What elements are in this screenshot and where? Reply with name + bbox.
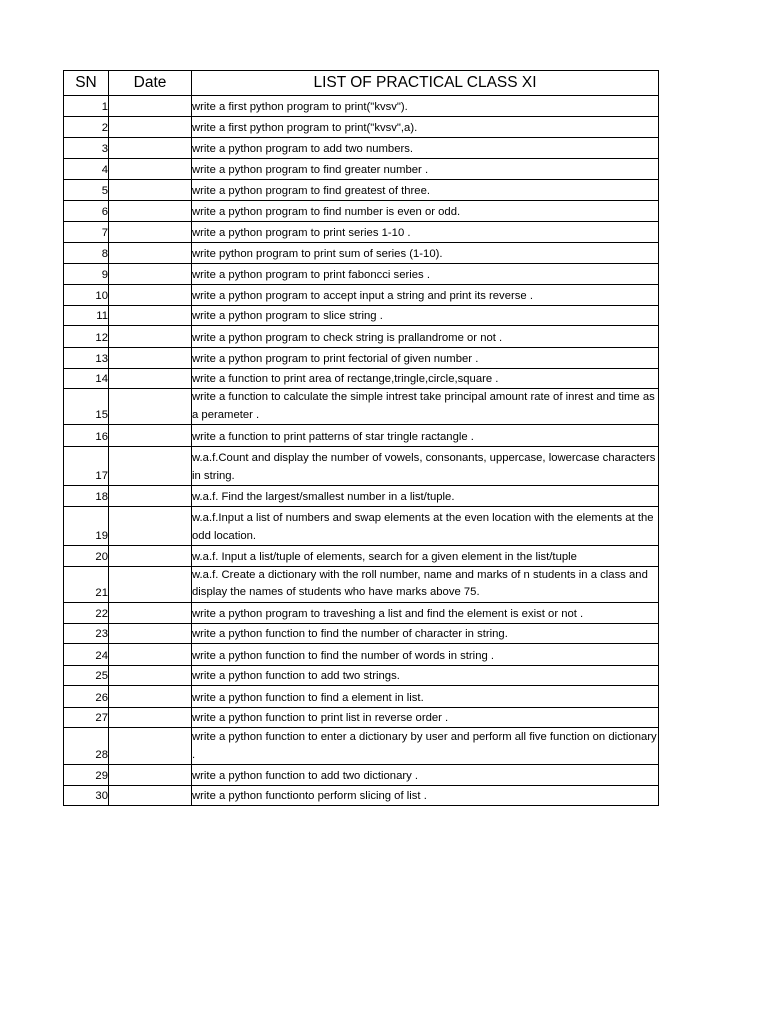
row-sn: 1 [64, 96, 109, 117]
row-date [109, 546, 192, 567]
table-row [64, 644, 659, 665]
row-date [109, 96, 192, 117]
row-date [109, 425, 192, 446]
row-description: write a first python program to print("kvsv"). [192, 96, 659, 117]
practical-list-table [63, 70, 659, 806]
row-sn: 29 [64, 765, 109, 786]
table-row [64, 602, 659, 623]
row-description: write a python function to find the number of character in string. [192, 623, 659, 644]
table-row [64, 566, 659, 602]
row-date [109, 707, 192, 728]
row-description: write a python functionto perform slicing of list . [192, 785, 659, 806]
row-sn: 17 [64, 446, 109, 486]
row-description: write a python function to find a element in list. [192, 686, 659, 707]
table-row [64, 686, 659, 707]
table-row [64, 137, 659, 158]
row-sn: 12 [64, 326, 109, 347]
table-row [64, 506, 659, 546]
row-sn: 4 [64, 159, 109, 180]
row-description: write a python program to add two numbers. [192, 137, 659, 158]
header-title: LIST OF PRACTICAL CLASS XI [192, 71, 659, 96]
row-sn: 9 [64, 263, 109, 284]
row-date [109, 644, 192, 665]
table-row [64, 242, 659, 263]
table-row [64, 389, 659, 425]
row-sn: 10 [64, 285, 109, 306]
table-row [64, 707, 659, 728]
row-description: write a python function to print list in reverse order . [192, 707, 659, 728]
row-date [109, 117, 192, 138]
table-row [64, 368, 659, 389]
table-row [64, 179, 659, 200]
row-description: write a python program to find number is even or odd. [192, 200, 659, 221]
table-row [64, 285, 659, 306]
row-description: w.a.f. Input a list/tuple of elements, search for a given element in the list/tuple [192, 546, 659, 567]
row-description: write a python program to find greatest of three. [192, 179, 659, 200]
row-description: w.a.f.Input a list of numbers and swap elements at the even location with the elements at the odd location. [192, 506, 659, 546]
table-row [64, 785, 659, 806]
row-description: write a python program to slice string . [192, 305, 659, 326]
row-sn: 16 [64, 425, 109, 446]
row-date [109, 326, 192, 347]
row-sn: 30 [64, 785, 109, 806]
table-row [64, 665, 659, 686]
row-sn: 26 [64, 686, 109, 707]
row-description: w.a.f. Find the largest/smallest number in a list/tuple. [192, 486, 659, 507]
row-sn: 5 [64, 179, 109, 200]
row-date [109, 623, 192, 644]
row-sn: 28 [64, 728, 109, 765]
table-row [64, 159, 659, 180]
row-date [109, 285, 192, 306]
row-date [109, 242, 192, 263]
row-description: write a python program to check string is prallandrome or not . [192, 326, 659, 347]
table-body [64, 96, 659, 806]
row-sn: 6 [64, 200, 109, 221]
table-row [64, 425, 659, 446]
row-date [109, 506, 192, 546]
row-description: write a python function to enter a dictionary by user and perform all five function on dictionary . [192, 728, 659, 765]
header-row [64, 71, 659, 96]
row-description: write a python program to accept input a string and print its reverse . [192, 285, 659, 306]
row-date [109, 179, 192, 200]
row-sn: 14 [64, 368, 109, 389]
header-sn: SN [64, 71, 109, 96]
row-date [109, 486, 192, 507]
row-description: write a python program to traveshing a list and find the element is exist or not . [192, 602, 659, 623]
row-description: write a function to calculate the simple intrest take principal amount rate of inrest and time as a perameter . [192, 389, 659, 425]
row-date [109, 200, 192, 221]
row-sn: 22 [64, 602, 109, 623]
table-row [64, 623, 659, 644]
table-row [64, 765, 659, 786]
header-date: Date [109, 71, 192, 96]
row-description: w.a.f. Create a dictionary with the roll number, name and marks of n students in a class and display the names of students who have marks above 75. [192, 566, 659, 602]
row-description: write a python program to print fectorial of given number . [192, 347, 659, 368]
row-sn: 25 [64, 665, 109, 686]
row-date [109, 389, 192, 425]
row-date [109, 728, 192, 765]
row-sn: 23 [64, 623, 109, 644]
row-description: write a python function to add two dictionary . [192, 765, 659, 786]
row-sn: 7 [64, 222, 109, 243]
row-description: write a function to print area of rectange,tringle,circle,square . [192, 368, 659, 389]
row-description: write a python program to print series 1-10 . [192, 222, 659, 243]
row-description: w.a.f.Count and display the number of vowels, consonants, uppercase, lowercase characters in string. [192, 446, 659, 486]
row-date [109, 446, 192, 486]
row-date [109, 263, 192, 284]
table-row [64, 117, 659, 138]
table-row [64, 222, 659, 243]
table-row [64, 347, 659, 368]
row-date [109, 222, 192, 243]
table-row [64, 486, 659, 507]
table-row [64, 96, 659, 117]
row-date [109, 159, 192, 180]
row-date [109, 566, 192, 602]
row-sn: 20 [64, 546, 109, 567]
row-description: write a python program to print faboncci series . [192, 263, 659, 284]
row-sn: 24 [64, 644, 109, 665]
row-description: write a first python program to print("kvsv",a). [192, 117, 659, 138]
row-date [109, 665, 192, 686]
table-row [64, 446, 659, 486]
row-sn: 19 [64, 506, 109, 546]
table-row [64, 546, 659, 567]
row-sn: 13 [64, 347, 109, 368]
row-date [109, 347, 192, 368]
row-sn: 15 [64, 389, 109, 425]
row-date [109, 137, 192, 158]
row-date [109, 368, 192, 389]
table-row [64, 728, 659, 765]
row-sn: 18 [64, 486, 109, 507]
table-row [64, 263, 659, 284]
row-sn: 11 [64, 305, 109, 326]
row-date [109, 686, 192, 707]
row-sn: 2 [64, 117, 109, 138]
row-date [109, 305, 192, 326]
row-description: write python program to print sum of series (1-10). [192, 242, 659, 263]
table-row [64, 326, 659, 347]
row-description: write a function to print patterns of star tringle ractangle . [192, 425, 659, 446]
row-description: write a python function to find the number of words in string . [192, 644, 659, 665]
row-sn: 3 [64, 137, 109, 158]
row-date [109, 785, 192, 806]
row-date [109, 602, 192, 623]
row-sn: 21 [64, 566, 109, 602]
table-row [64, 305, 659, 326]
row-sn: 8 [64, 242, 109, 263]
row-description: write a python program to find greater number . [192, 159, 659, 180]
row-date [109, 765, 192, 786]
table-row [64, 200, 659, 221]
row-sn: 27 [64, 707, 109, 728]
row-description: write a python function to add two strings. [192, 665, 659, 686]
